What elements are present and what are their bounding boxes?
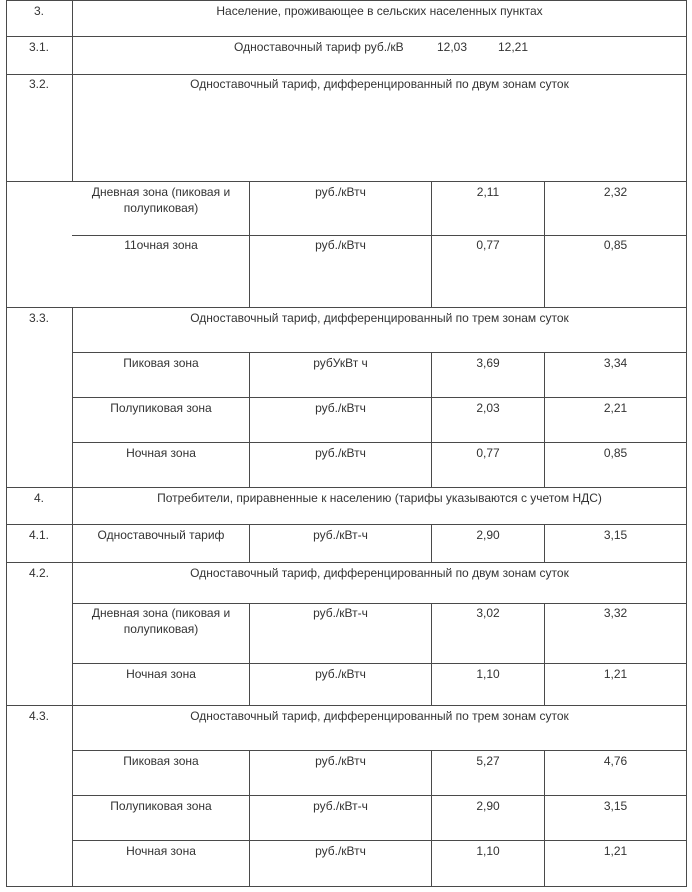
tariff-value-2: 12,21 [498,40,529,54]
border-right [686,0,687,887]
zone-unit: рубУкВт ч [313,356,368,370]
zone-unit: руб./кВтч [315,667,366,681]
row-number: 3. [33,4,44,18]
row-line [6,562,687,563]
zone-name: Пиковая зона [123,356,199,370]
zone-unit: руб./кВтч [315,844,366,858]
tariff-name: Одноставочный тариф [97,528,225,542]
subsection-title: Одноставочный тариф, дифференцированный по трем зонам суток [190,709,569,723]
zone-value-1: 0,77 [476,446,500,460]
subsection-title: Одноставочный тариф, дифференцированный по трем зонам суток [190,311,569,325]
zone-name: Дневная зона (пиковая и полупиковая) [91,185,231,215]
row-number: 4. [33,491,44,505]
zone-name: Полупиковая зона [110,401,212,415]
zone-value-1: 3,02 [476,606,500,620]
zone-name: Пиковая зона [123,754,199,768]
row-line [72,795,687,796]
row-line [72,750,687,751]
zone-value-1: 2,11 [476,185,500,199]
col-separator [544,352,545,487]
zone-unit: руб./кВтч [315,401,366,415]
border-left [6,0,7,887]
section-title: Потребители, приравненные к населению (тарифы указываются с учетом НДС) [157,491,602,505]
zone-name: Ночная зона [126,446,196,460]
zone-name: Полупиковая зона [110,799,212,813]
zone-name: Дневная зона (пиковая и полупиковая) [91,606,231,636]
zone-value-1: 0,77 [476,238,500,252]
row-number: 3.2. [28,77,49,91]
row-line [72,840,687,841]
zone-unit: руб./кВт-ч [313,606,368,620]
zone-value-2: 2,21 [603,401,628,415]
row-line [6,705,687,706]
subsection-title: Одноставочный тариф, дифференцированный по двум зонам суток [190,566,569,580]
zone-name: Ночная зона [126,667,196,681]
zone-value-1: 1,10 [476,667,500,681]
row-number: 4.3. [28,709,49,723]
zone-name: 11очная зона [124,238,198,252]
row-line [6,0,687,1]
tariff-unit: руб./кВт-ч [313,528,368,542]
col-separator [249,750,250,886]
row-line [6,36,687,37]
tariff-label: Одноставочный тариф руб./кВ [234,40,404,54]
row-line [6,74,687,75]
zone-unit: руб./кВтч [315,185,366,199]
zone-value-2: 4,76 [603,754,628,768]
tariff-value-2: 3,15 [603,528,628,542]
zone-value-2: 3,34 [603,356,628,370]
col-separator [544,750,545,886]
row-line [72,235,687,236]
zone-value-2: 3,15 [603,799,628,813]
subsection-title: Одноставочный тариф, дифференцированный по двум зонам суток [190,77,569,91]
zone-value-1: 5,27 [476,754,500,768]
col-separator [431,750,432,886]
col-separator [249,352,250,487]
row-line [72,352,687,353]
row-line [6,886,687,887]
row-number: 4.1. [28,528,49,542]
zone-unit: руб./кВтч [315,238,366,252]
zone-value-2: 3,32 [603,606,628,620]
zone-value-1: 1,10 [476,844,500,858]
row-line [6,181,687,182]
tariff-value-1: 12,03 [437,40,468,54]
row-line [6,307,687,308]
zone-unit: руб./кВтч [315,446,366,460]
zone-value-1: 2,90 [476,799,500,813]
row-line [6,524,687,525]
zone-value-2: 1,21 [603,667,628,681]
zone-value-2: 0,85 [603,238,628,252]
row-line [72,397,687,398]
col-separator [431,352,432,487]
row-number: 3.3. [28,311,49,325]
zone-name: Ночная зона [126,844,196,858]
section-title: Население, проживающее в сельских населенных пунктах [216,4,543,18]
zone-value-2: 1,21 [603,844,628,858]
row-number: 3.1. [28,40,49,54]
zone-value-2: 2,32 [603,185,628,199]
zone-value-1: 3,69 [476,356,500,370]
zone-value-1: 2,03 [476,401,500,415]
zone-unit: руб./кВтч [315,754,366,768]
row-line [72,603,687,604]
row-line [6,487,687,488]
row-line [72,442,687,443]
tariff-value-1: 2,90 [476,528,500,542]
row-line [72,663,687,664]
zone-unit: руб./кВт-ч [313,799,368,813]
row-number: 4.2. [28,566,49,580]
zone-value-2: 0,85 [603,446,628,460]
